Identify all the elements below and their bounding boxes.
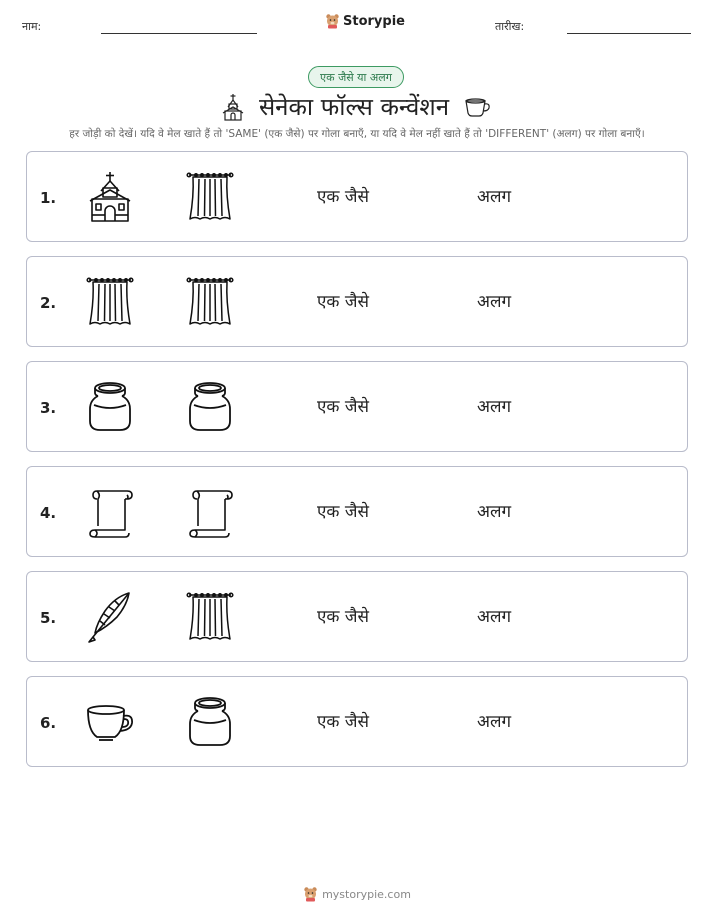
brand-logo: [325, 13, 405, 29]
question-number: 2.: [40, 294, 57, 312]
different-option[interactable]: अलग: [477, 292, 512, 312]
question-number: 6.: [40, 714, 57, 732]
curtain-icon: [185, 171, 235, 223]
jar-icon: [185, 381, 235, 433]
question-row: [26, 151, 688, 242]
question-row: [26, 571, 688, 662]
question-row: [26, 361, 688, 452]
different-option[interactable]: अलग: [477, 712, 512, 732]
same-option[interactable]: एक जैसे: [317, 187, 369, 207]
question-number: 1.: [40, 189, 57, 207]
same-option[interactable]: एक जैसे: [317, 502, 369, 522]
church-icon: [85, 171, 135, 223]
same-option[interactable]: एक जैसे: [317, 292, 369, 312]
brand-name: Storypie: [343, 13, 405, 29]
question-number: 5.: [40, 609, 57, 627]
curtain-icon: [85, 276, 135, 328]
bear-icon: [303, 886, 318, 902]
different-option[interactable]: अलग: [477, 187, 512, 207]
teacup-icon: [85, 696, 135, 748]
name-label: नाम:: [22, 20, 42, 33]
date-line[interactable]: [567, 33, 691, 34]
question-row: [26, 466, 688, 557]
jar-icon: [85, 381, 135, 433]
question-row: [26, 676, 688, 767]
teacup-icon: [463, 96, 493, 118]
bear-icon: [325, 13, 340, 29]
same-option[interactable]: एक जैसे: [317, 397, 369, 417]
same-option[interactable]: एक जैसे: [317, 607, 369, 627]
church-icon: [221, 93, 245, 121]
curtain-icon: [185, 591, 235, 643]
page-title: सेनेका फॉल्स कन्वेंशन: [258, 93, 450, 121]
curtain-icon: [185, 276, 235, 328]
name-line[interactable]: [101, 33, 257, 34]
title-row: [0, 90, 714, 123]
question-number: 3.: [40, 399, 57, 417]
date-label: तारीख:: [495, 20, 525, 33]
footer-url: mystorypie.com: [322, 887, 411, 901]
different-option[interactable]: अलग: [477, 607, 512, 627]
instructions: हर जोड़ी को देखें। यदि वे मेल खाते हैं तो 'SAME' (एक जैसे) पर गोला बनाएँ, या यदि वे मेल नहीं खाते हैं तो 'DIFFERENT' (अलग) पर गोला बनाएँ।: [69, 128, 645, 140]
question-number: 4.: [40, 504, 57, 522]
scroll-icon: [185, 486, 235, 538]
question-row: [26, 256, 688, 347]
quill-icon: [85, 591, 135, 643]
worksheet-type-badge: एक जैसे या अलग: [308, 66, 404, 88]
scroll-icon: [85, 486, 135, 538]
different-option[interactable]: अलग: [477, 502, 512, 522]
footer: [0, 886, 714, 902]
jar-icon: [185, 696, 235, 748]
same-option[interactable]: एक जैसे: [317, 712, 369, 732]
different-option[interactable]: अलग: [477, 397, 512, 417]
